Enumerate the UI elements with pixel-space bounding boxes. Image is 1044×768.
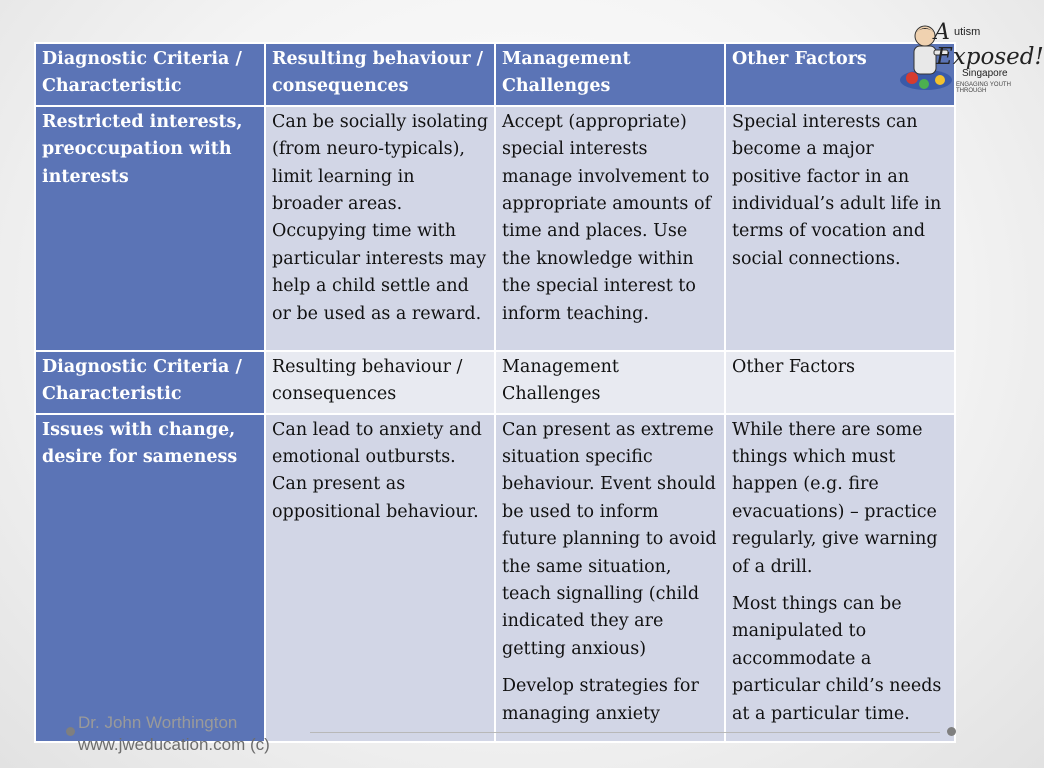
header-other: Other Factors	[725, 43, 955, 106]
logo-tagline: ENGAGING YOUTH THROUGH	[956, 82, 1011, 94]
management-cell	[495, 414, 725, 742]
subheader-other: Other Factors	[725, 351, 955, 414]
other-factors-cell: Special interests can become a major positive factor in an individual’s adult life in terms of vocation and social connections.	[725, 106, 955, 351]
table-row	[35, 106, 955, 351]
other-factors-cell	[725, 414, 955, 742]
footer	[78, 712, 270, 756]
behaviour-cell: Can lead to anxiety and emotional outbursts. Can present as oppositional behaviour.	[265, 414, 495, 742]
subheader-management: Management Challenges	[495, 351, 725, 414]
table-header-row	[35, 43, 955, 106]
subheader-characteristic: Diagnostic Criteria / Characteristic	[35, 351, 265, 414]
logo-letter: A	[934, 20, 950, 45]
footer-right-dot	[947, 727, 956, 736]
characteristic-cell: Issues with change, desire for sameness	[35, 414, 265, 742]
header-behaviour: Resulting behaviour / consequences	[265, 43, 495, 106]
table-subheader-row	[35, 351, 955, 414]
other-factors-paragraph: Most things can be manipulated to accommodate a particular child’s needs at a particular time.	[732, 594, 942, 724]
logo-word-autism: utism	[954, 26, 981, 38]
management-paragraph: Can present as extreme situation specific behaviour. Event should be used to inform future planning to avoid the same situation, teach signalling (child indicated they are getting anxious)	[502, 419, 717, 659]
characteristic-cell: Restricted interests, preoccupation with interests	[35, 106, 265, 351]
subheader-behaviour: Resulting behaviour / consequences	[265, 351, 495, 414]
behaviour-cell: Can be socially isolating (from neuro-typicals), limit learning in broader areas. Occupying time with particular interests may help a child settle and or be used as a reward.	[265, 106, 495, 351]
footer-author: Dr. John Worthington	[78, 713, 238, 732]
logo-word-singapore: Singapore	[962, 68, 1008, 79]
other-factors-paragraph: While there are some things which must happen (e.g. fire evacuations) – practice regularly, give warning of a drill.	[732, 419, 938, 577]
autism-exposed-logo	[892, 18, 1044, 96]
management-paragraph: Develop strategies for managing anxiety	[502, 676, 699, 724]
criteria-table	[34, 42, 956, 743]
header-characteristic: Diagnostic Criteria / Characteristic	[35, 43, 265, 106]
table-row	[35, 414, 955, 742]
footer-left-dot	[66, 727, 75, 736]
footer-rule	[310, 732, 940, 733]
logo-word-exposed: Exposed!	[936, 44, 1044, 70]
header-management: Management Challenges	[495, 43, 725, 106]
footer-site: www.jweducation.com (c)	[78, 735, 270, 754]
management-cell: Accept (appropriate) special interests manage involvement to appropriate amounts of time and places. Use the knowledge within the special interest to inform teaching.	[495, 106, 725, 351]
